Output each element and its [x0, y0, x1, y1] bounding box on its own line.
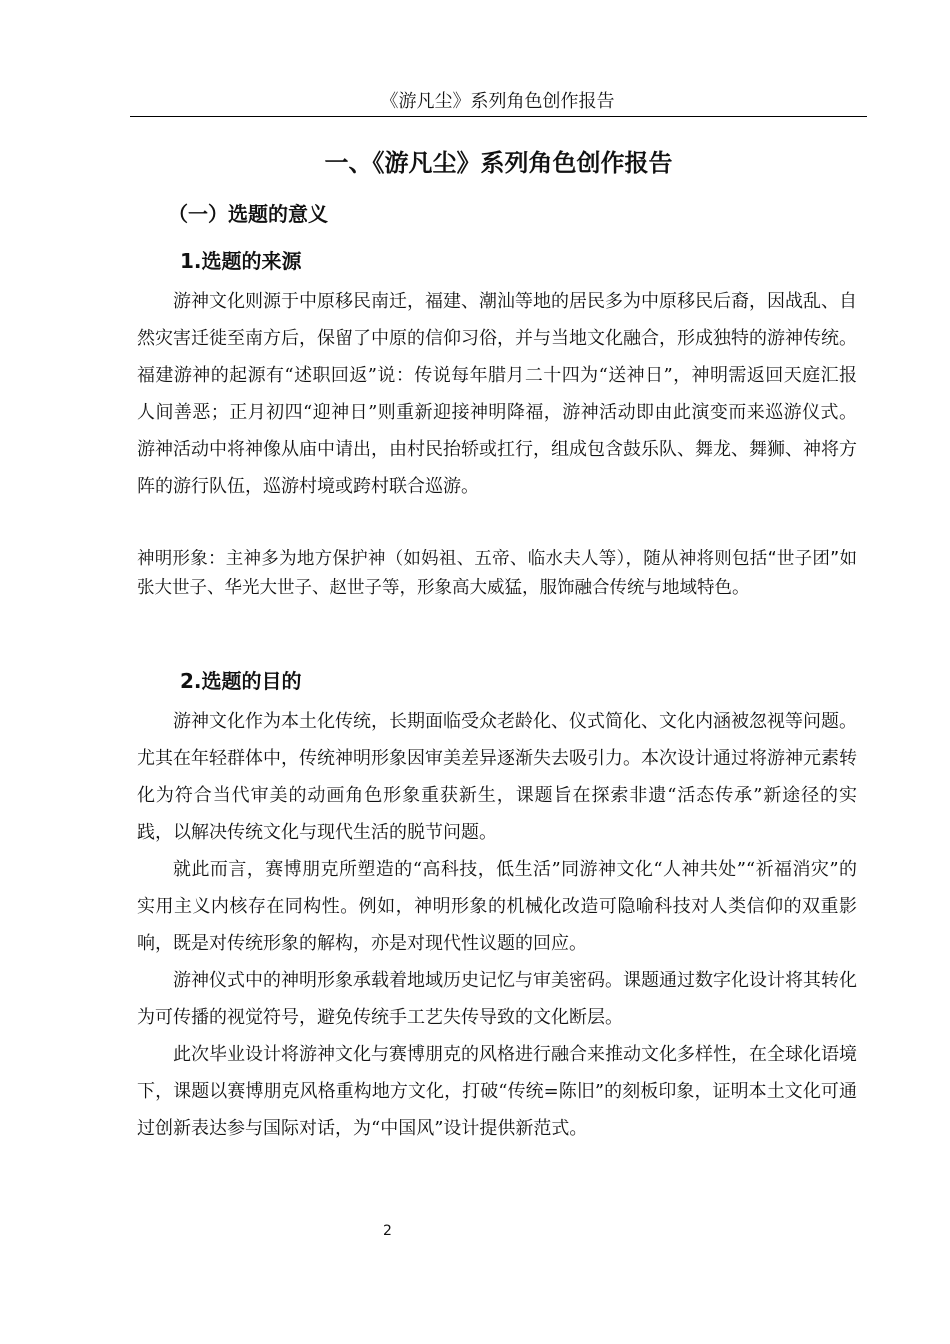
running-header: 《游凡尘》系列角色创作报告: [380, 91, 615, 112]
paragraph-origin: 游神文化则源于中原移民南迁，福建、潮汕等地的居民多为中原移民后裔，因战乱、自然灾害迁徙至南方后，保留了中原的信仰习俗，并与当地文化融合，形成独特的游神传统。福建游神的起源有“述职回返”说：传说每年腊月二十四为“送神日”，神明需返回天庭汇报人间善恶；正月初四“迎神日”则重新迎接神明降福，游神活动即由此演变而来巡游仪式。游神活动中将神像从庙中请出，由村民抬轿或扛行，组成包含鼓乐队、舞龙、舞狮、神将方阵的游行队伍，巡游村境或跨村联合巡游。: [137, 291, 857, 497]
page-number: 2: [383, 1223, 392, 1239]
chapter-title: 一、《游凡尘》系列角色创作报告: [324, 149, 673, 177]
paragraph-purpose-4: 此次毕业设计将游神文化与赛博朋克的风格进行融合来推动文化多样性，在全球化语境下，课题以赛博朋克风格重构地方文化，打破“传统=陈旧”的刻板印象，证明本土文化可通过创新表达参与国际对话，为“中国风”设计提供新范式。: [137, 1044, 857, 1139]
header-divider: [130, 116, 867, 117]
paragraph-purpose-2: 就此而言，赛博朋克所塑造的“高科技，低生活”同游神文化“人神共处”“祈福消灾”的实用主义内核存在同构性。例如，神明形象的机械化改造可隐喻科技对人类信仰的双重影响，既是对传统形象的解构，亦是对现代性议题的回应。: [137, 859, 857, 954]
section-title: （一）选题的意义: [168, 202, 328, 226]
subsection-title-source: 1.选题的来源: [180, 249, 302, 273]
paragraph-purpose-1: 游神文化作为本土化传统，长期面临受众老龄化、仪式简化、文化内涵被忽视等问题。尤其在年轻群体中，传统神明形象因审美差异逐渐失去吸引力。本次设计通过将游神元素转化为符合当代审美的动画角色形象重获新生，课题旨在探索非遗“活态传承”新途径的实践，以解决传统文化与现代生活的脱节问题。: [137, 711, 857, 843]
paragraph-deity-image: 神明形象：主神多为地方保护神（如妈祖、五帝、临水夫人等），随从神将则包括“世子团”如张大世子、华光大世子、赵世子等，形象高大威猛，服饰融合传统与地域特色。: [137, 549, 857, 598]
subsection-title-purpose: 2.选题的目的: [180, 669, 302, 693]
paragraph-purpose-3: 游神仪式中的神明形象承载着地域历史记忆与审美密码。课题通过数字化设计将其转化为可传播的视觉符号，避免传统手工艺失传导致的文化断层。: [137, 970, 857, 1028]
